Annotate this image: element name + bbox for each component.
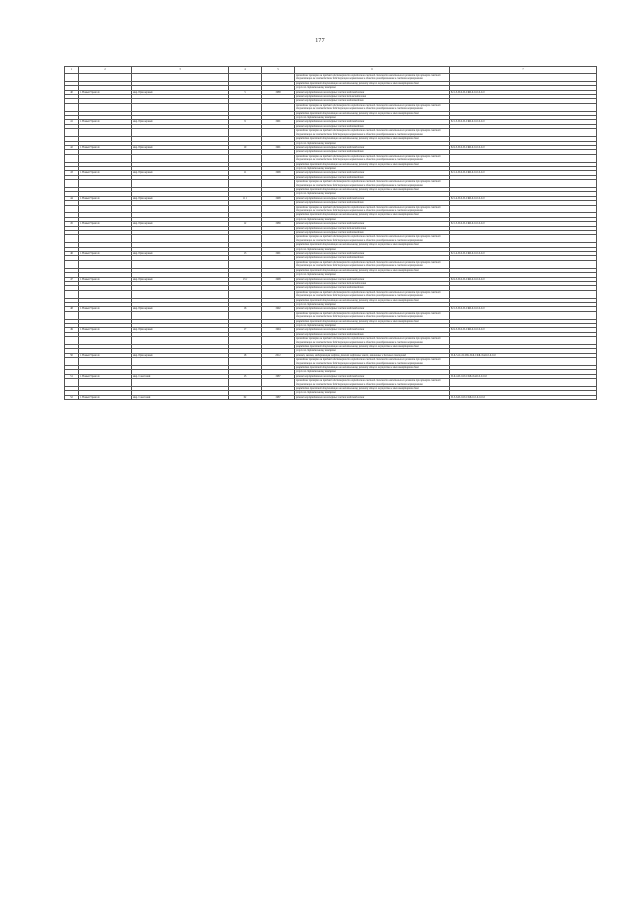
- empty-cell: [262, 235, 295, 243]
- empty-cell: [132, 358, 229, 366]
- work-item: ремонт внутридомовых инженерных систем водоснабжения: [295, 252, 450, 256]
- work-item: услуги по строительному контролю: [295, 273, 450, 277]
- year-cell: 1998: [262, 196, 295, 200]
- empty-cell: [65, 379, 79, 387]
- work-item: разработка проектной документации на капитальному ремонту общего имущества в многоквартирном доме: [295, 81, 450, 85]
- work-item: разработка проектной документации на капитальному ремонту общего имущества в многоквартирном доме: [295, 137, 450, 141]
- empty-cell: [450, 74, 597, 82]
- work-item: ремонт внутридомовых инженерных систем теплоснабжения: [295, 95, 450, 99]
- empty-cell: [262, 290, 295, 298]
- work-item: проведение проверки на предмет достоверности определения сметной стоимости капитального ремонта при проверке сметной документации на соответствие действующим нормативам в области ценообразования в сметном нормировании: [295, 290, 450, 298]
- empty-cell: [229, 379, 262, 387]
- house-number-cell: 13 г: [229, 277, 262, 281]
- empty-cell: [262, 205, 295, 213]
- house-number-cell: 13: [229, 252, 262, 256]
- empty-cell: [79, 260, 132, 268]
- empty-cell: [132, 379, 229, 387]
- work-item: ремонт внутридомовых инженерных систем водоснабжения: [295, 196, 450, 200]
- row-number: 44: [65, 196, 79, 200]
- code-cell: П-5-6-П-0-П-СКБ-0-0-0-0-0-0: [450, 395, 597, 399]
- empty-cell: [262, 129, 295, 137]
- street-cell: мкр. Приозерный: [132, 328, 229, 332]
- empty-cell: [450, 358, 597, 366]
- empty-cell: [79, 205, 132, 213]
- city-cell: г. Новый Уренгой: [79, 374, 132, 378]
- carryover-row: [65, 74, 597, 82]
- street-cell: мкр. Советский: [132, 374, 229, 378]
- table-row: [65, 395, 597, 399]
- year-cell: 1998: [262, 277, 295, 281]
- empty-cell: [450, 154, 597, 162]
- work-item: ремонт внутридомовых инженерных систем водоотведения: [295, 201, 450, 205]
- street-cell: мкр. Приозерный: [132, 120, 229, 124]
- work-item: услуги по строительному контролю: [295, 247, 450, 251]
- house-number-cell: 16: [229, 307, 262, 311]
- year-cell: 1996: [262, 171, 295, 175]
- code-cell: П-9-4-П-0-П-СКБ-ЛАО-0-0-0-0: [450, 374, 597, 378]
- row-number: 50: [65, 353, 79, 357]
- row-number: 49: [65, 328, 79, 332]
- column-number: 4: [229, 67, 262, 74]
- empty-cell: [132, 311, 229, 319]
- table-row: [65, 260, 597, 268]
- city-cell: г. Новый Уренгой: [79, 171, 132, 175]
- empty-cell: [229, 205, 262, 213]
- city-cell: г. Новый Уренгой: [79, 90, 132, 94]
- work-item: проведение проверки на предмет достоверности определения сметной стоимости капитального ремонта при проверке сметной документации на соответствие действующим нормативам в области ценообразования в сметном нормировании: [295, 311, 450, 319]
- code-cell: Б-5-4-П-0-П-СКБ-0-0-0-0-0-0: [450, 252, 597, 256]
- code-cell: П-6-5-О-сО-ПК-П-Б-СКБ-ЛАО-0-0-0-0: [450, 353, 597, 357]
- house-number-cell: 02: [229, 395, 262, 399]
- table-row: [65, 154, 597, 162]
- year-cell: 2012: [262, 353, 295, 357]
- work-item: ремонт внутридомовых инженерных систем водоотведения: [295, 124, 450, 128]
- work-item: разработка проектной документации на капитальному ремонту общего имущества в многоквартирном доме: [295, 243, 450, 247]
- empty-cell: [132, 74, 229, 82]
- empty-cell: [262, 379, 295, 387]
- street-cell: мкр. Приозерный: [132, 353, 229, 357]
- table-row: [65, 205, 597, 213]
- empty-cell: [65, 154, 79, 162]
- empty-cell: [79, 129, 132, 137]
- work-item: услуги по строительному контролю: [295, 323, 450, 327]
- empty-cell: [65, 337, 79, 345]
- street-cell: мкр. Приозерный: [132, 252, 229, 256]
- empty-cell: [229, 129, 262, 137]
- empty-cell: [229, 358, 262, 366]
- empty-cell: [262, 311, 295, 319]
- code-cell: Б-9-3-П-0-П-СКБ-0-0-0-0-0-0: [450, 328, 597, 332]
- empty-cell: [450, 129, 597, 137]
- year-cell: 1989: [262, 222, 295, 226]
- empty-cell: [262, 337, 295, 345]
- empty-cell: [132, 235, 229, 243]
- work-item: проведение проверки на предмет достоверности определения сметной стоимости капитального ремонта при проверке сметной документации на соответствие действующим нормативам в области ценообразования в сметном нормировании: [295, 235, 450, 243]
- work-item: услуги по строительному контролю: [295, 302, 450, 306]
- empty-cell: [450, 180, 597, 188]
- row-number: 43: [65, 171, 79, 175]
- city-cell: г. Новый Уренгой: [79, 196, 132, 200]
- work-item: проведение проверки на предмет достоверности определения сметной стоимости капитального ремонта при проверке сметной документации на соответствие действующим нормативам в области ценообразования в сметном нормировании: [295, 180, 450, 188]
- year-cell: 1987: [262, 395, 295, 399]
- work-item: ремонт внутридомовых инженерных систем водоснабжения: [295, 222, 450, 226]
- empty-cell: [262, 154, 295, 162]
- empty-cell: [65, 205, 79, 213]
- city-cell: г. Новый Уренгой: [79, 353, 132, 357]
- street-cell: мкр. Приозерный: [132, 196, 229, 200]
- empty-cell: [79, 311, 132, 319]
- code-cell: Б-5-2-П-0-П-СКБ-0-0-0-0-0-0: [450, 171, 597, 175]
- street-cell: мкр. Приозерный: [132, 222, 229, 226]
- table-row: [65, 358, 597, 366]
- work-item: разработка проектной документации на капитальному ремонту общего имущества в многоквартирном доме: [295, 345, 450, 349]
- column-number: 1: [65, 67, 79, 74]
- row-number: 42: [65, 145, 79, 149]
- empty-cell: [65, 74, 79, 82]
- work-item: разработка проектной документации на капитальному ремонту общего имущества в многоквартирном доме: [295, 268, 450, 272]
- empty-cell: [262, 74, 295, 82]
- empty-cell: [65, 235, 79, 243]
- work-item: ремонт внутридомовых инженерных систем теплоснабжения: [295, 281, 450, 285]
- empty-cell: [229, 103, 262, 111]
- year-cell: 1991: [262, 120, 295, 124]
- work-item: проведение проверки на предмет достоверности определения сметной стоимости капитального ремонта при проверке сметной документации на соответствие действующим нормативам в области ценообразования в сметном нормировании: [295, 358, 450, 366]
- empty-cell: [65, 358, 79, 366]
- empty-cell: [229, 180, 262, 188]
- row-number: 40: [65, 90, 79, 94]
- work-item: разработка проектной документации на капитальному ремонту общего имущества в многоквартирном доме: [295, 213, 450, 217]
- city-cell: г. Новый Уренгой: [79, 395, 132, 399]
- house-number-cell: 5: [229, 90, 262, 94]
- work-item: ремонт внутридомовых инженерных систем водоснабжения: [295, 145, 450, 149]
- street-cell: мкр. Приозерный: [132, 171, 229, 175]
- column-number: 2: [79, 67, 132, 74]
- house-number-cell: 18: [229, 353, 262, 357]
- empty-cell: [132, 337, 229, 345]
- work-item: проведение проверки на предмет достоверности определения сметной стоимости капитального ремонта при проверке сметной документации на соответствие действующим нормативам в области ценообразования в сметном нормировании: [295, 129, 450, 137]
- empty-cell: [79, 154, 132, 162]
- row-number: 52: [65, 395, 79, 399]
- row-number: 46: [65, 252, 79, 256]
- work-item: ремонт внутридомовых инженерных систем водоотведения: [295, 256, 450, 260]
- house-number-cell: 13: [229, 374, 262, 378]
- city-cell: г. Новый Уренгой: [79, 222, 132, 226]
- table-row: [65, 311, 597, 319]
- empty-cell: [65, 260, 79, 268]
- city-cell: г. Новый Уренгой: [79, 277, 132, 281]
- work-item: ремонт внутридомовых инженерных систем водоотведения: [295, 332, 450, 336]
- work-item: ремонт внутридомовых инженерных систем водоснабжения: [295, 395, 450, 399]
- house-number-cell: 11: [229, 171, 262, 175]
- work-item: ремонт внутридомовых инженерных систем водоотведения: [295, 175, 450, 179]
- year-cell: 1992: [262, 307, 295, 311]
- empty-cell: [450, 337, 597, 345]
- table-row: [65, 337, 597, 345]
- column-number: 6: [295, 67, 450, 74]
- work-item: разработка проектной документации на капитальному ремонту общего имущества в многоквартирном доме: [295, 162, 450, 166]
- empty-cell: [450, 260, 597, 268]
- empty-cell: [450, 290, 597, 298]
- work-item: услуги по строительному контролю: [295, 166, 450, 170]
- year-cell: 1988: [262, 90, 295, 94]
- row-number: 47: [65, 277, 79, 281]
- empty-cell: [229, 337, 262, 345]
- work-item: ремонт внутридомовых инженерных систем водоснабжения: [295, 328, 450, 332]
- work-item: проведение проверки на предмет достоверности определения сметной стоимости капитального ремонта при проверке сметной документации на соответствие действующим нормативам в области ценообразования в сметном нормировании: [295, 379, 450, 387]
- work-item: ремонт внутридомовых инженерных систем водоснабжения: [295, 90, 450, 94]
- empty-cell: [79, 290, 132, 298]
- work-item: проведение проверки на предмет достоверности определения сметной стоимости капитального ремонта при проверке сметной документации на соответствие действующим нормативам в области ценообразования в сметном нормировании: [295, 154, 450, 162]
- code-cell: Б-5-3-П-0-П-СКБ-0-0-0-0-0-0: [450, 222, 597, 226]
- page-number: 177: [315, 38, 325, 44]
- row-number: 48: [65, 307, 79, 311]
- column-number: 7: [450, 67, 597, 74]
- work-item: ремонт внутридомовых инженерных систем водоснабжения: [295, 171, 450, 175]
- table-row: [65, 379, 597, 387]
- work-item: проведение проверки на предмет достоверности определения сметной стоимости капитального ремонта при проверке сметной документации на соответствие действующим нормативам в области ценообразования в сметном нормировании: [295, 103, 450, 111]
- empty-cell: [229, 311, 262, 319]
- empty-cell: [132, 154, 229, 162]
- work-item: проведение проверки на предмет достоверности определения сметной стоимости капитального ремонта при проверке сметной документации на соответствие действующим нормативам в области ценообразования в сметном нормировании: [295, 260, 450, 268]
- empty-cell: [79, 337, 132, 345]
- empty-cell: [229, 235, 262, 243]
- empty-cell: [450, 205, 597, 213]
- work-item: услуги по строительному контролю: [295, 349, 450, 353]
- empty-cell: [65, 103, 79, 111]
- work-item: разработка проектной документации на капитальному ремонту общего имущества в многоквартирном доме: [295, 387, 450, 391]
- work-item: ремонт внутридомовых инженерных систем теплоснабжения: [295, 226, 450, 230]
- table-row: [65, 235, 597, 243]
- work-item: услуги по строительному контролю: [295, 391, 450, 395]
- work-item: услуги по строительному контролю: [295, 86, 450, 90]
- column-number: 5: [262, 67, 295, 74]
- empty-cell: [450, 235, 597, 243]
- empty-cell: [132, 205, 229, 213]
- house-number-cell: 10: [229, 145, 262, 149]
- work-item: разработка проектной документации на капитальному ремонту общего имущества в многоквартирном доме: [295, 298, 450, 302]
- city-cell: г. Новый Уренгой: [79, 252, 132, 256]
- empty-cell: [450, 311, 597, 319]
- work-item: ремонт внутридомовых инженерных систем водоотведения: [295, 150, 450, 154]
- table-row: [65, 103, 597, 111]
- city-cell: г. Новый Уренгой: [79, 145, 132, 149]
- table-row: [65, 129, 597, 137]
- empty-cell: [262, 358, 295, 366]
- empty-cell: [229, 290, 262, 298]
- work-item: ремонт внутридомовых инженерных систем водоснабжения: [295, 374, 450, 378]
- year-cell: 1987: [262, 374, 295, 378]
- work-item: разработка проектной документации на капитальному ремонту общего имущества в многоквартирном доме: [295, 366, 450, 370]
- empty-cell: [65, 311, 79, 319]
- code-cell: Б-5-3-П-0-П-СКБ-0-0-0-0-0-0: [450, 90, 597, 94]
- year-cell: 1991: [262, 252, 295, 256]
- empty-cell: [262, 103, 295, 111]
- empty-cell: [450, 379, 597, 387]
- work-item: ремонт внутридомовых инженерных систем водоотведения: [295, 99, 450, 103]
- code-cell: Б-9-3-П-0-П-СКБ-0-0-0-0-0-0: [450, 145, 597, 149]
- work-item: услуги по строительному контролю: [295, 116, 450, 120]
- work-item: проведение проверки на предмет достоверности определения сметной стоимости капитального ремонта при проверке сметной документации на соответствие действующим нормативам в области ценообразования в сметном нормировании: [295, 337, 450, 345]
- row-number: 51: [65, 374, 79, 378]
- street-cell: мкр. Приозерный: [132, 277, 229, 281]
- work-item: разработка проектной документации на капитальному ремонту общего имущества в многоквартирном доме: [295, 111, 450, 115]
- house-number-cell: 11 г: [229, 196, 262, 200]
- city-cell: г. Новый Уренгой: [79, 120, 132, 124]
- work-item: разработка проектной документации на капитальному ремонту общего имущества в многоквартирном доме: [295, 187, 450, 191]
- empty-cell: [65, 290, 79, 298]
- empty-cell: [132, 260, 229, 268]
- empty-cell: [79, 235, 132, 243]
- empty-cell: [79, 180, 132, 188]
- street-cell: мкр. Приозерный: [132, 307, 229, 311]
- registry-body: [65, 74, 597, 400]
- street-cell: мкр. Приозерный: [132, 90, 229, 94]
- empty-cell: [79, 74, 132, 82]
- work-item: услуги по строительному контролю: [295, 217, 450, 221]
- year-cell: 1991: [262, 145, 295, 149]
- column-number: 3: [132, 67, 229, 74]
- work-item: ремонт внутридомовых инженерных систем водоснабжения: [295, 277, 450, 281]
- house-number-cell: 9: [229, 120, 262, 124]
- empty-cell: [65, 129, 79, 137]
- work-item: ремонт внутридомовых инженерных систем водоснабжения: [295, 307, 450, 311]
- empty-cell: [262, 180, 295, 188]
- work-item: услуги по строительному контролю: [295, 192, 450, 196]
- code-cell: Б-5-3-П-0-П-СКБ-0-0-0-0-0-0: [450, 120, 597, 124]
- work-item: проведение проверки на предмет достоверности определения сметной стоимости капитального ремонта при проверке сметной документации на соответствие действующим нормативам в области ценообразования в сметном нормировании: [295, 205, 450, 213]
- empty-cell: [132, 180, 229, 188]
- empty-cell: [79, 358, 132, 366]
- empty-cell: [229, 74, 262, 82]
- table-row: [65, 290, 597, 298]
- column-number-row: [65, 67, 597, 74]
- empty-cell: [132, 103, 229, 111]
- city-cell: г. Новый Уренгой: [79, 307, 132, 311]
- work-item: ремонт внутридомовых инженерных систем водоотведения: [295, 286, 450, 290]
- street-cell: мкр. Советский: [132, 395, 229, 399]
- empty-cell: [229, 154, 262, 162]
- street-cell: мкр. Приозерный: [132, 145, 229, 149]
- code-cell: Б-5-4-П-0-П-СКБ-0-0-0-0-0-0: [450, 196, 597, 200]
- empty-cell: [450, 103, 597, 111]
- house-number-cell: 17: [229, 328, 262, 332]
- empty-cell: [79, 103, 132, 111]
- empty-cell: [229, 260, 262, 268]
- row-number: 45: [65, 222, 79, 226]
- code-cell: Б-5-3-П-0-П-СКБ-0-0-0-0-0-0: [450, 307, 597, 311]
- empty-cell: [79, 379, 132, 387]
- repair-registry-table: [64, 66, 597, 400]
- empty-cell: [132, 129, 229, 137]
- empty-cell: [132, 290, 229, 298]
- work-item: ремонт, замена, модернизация лифтов, ремонт лифтовых шахт, машинных и блочных помещений: [295, 353, 450, 357]
- year-cell: 1994: [262, 328, 295, 332]
- work-item: ремонт внутридомовых инженерных систем водоотведения: [295, 231, 450, 235]
- table-row: [65, 180, 597, 188]
- work-item: проведение проверки на предмет достоверности определения сметной стоимости капитального ремонта при проверке сметной документации на соответствие действующим нормативам в области ценообразования в сметном нормировании: [295, 74, 450, 82]
- work-item: услуги по строительному контролю: [295, 141, 450, 145]
- work-item: ремонт внутридомовых инженерных систем водоснабжения: [295, 120, 450, 124]
- row-number: 41: [65, 120, 79, 124]
- house-number-cell: 12: [229, 222, 262, 226]
- city-cell: г. Новый Уренгой: [79, 328, 132, 332]
- empty-cell: [262, 260, 295, 268]
- code-cell: Б-9-3-П-0-П-СКБ-0-0-0-0-0-0: [450, 277, 597, 281]
- work-item: услуги по строительному контролю: [295, 370, 450, 374]
- work-item: разработка проектной документации на капитальному ремонту общего имущества в многоквартирном доме: [295, 319, 450, 323]
- empty-cell: [65, 180, 79, 188]
